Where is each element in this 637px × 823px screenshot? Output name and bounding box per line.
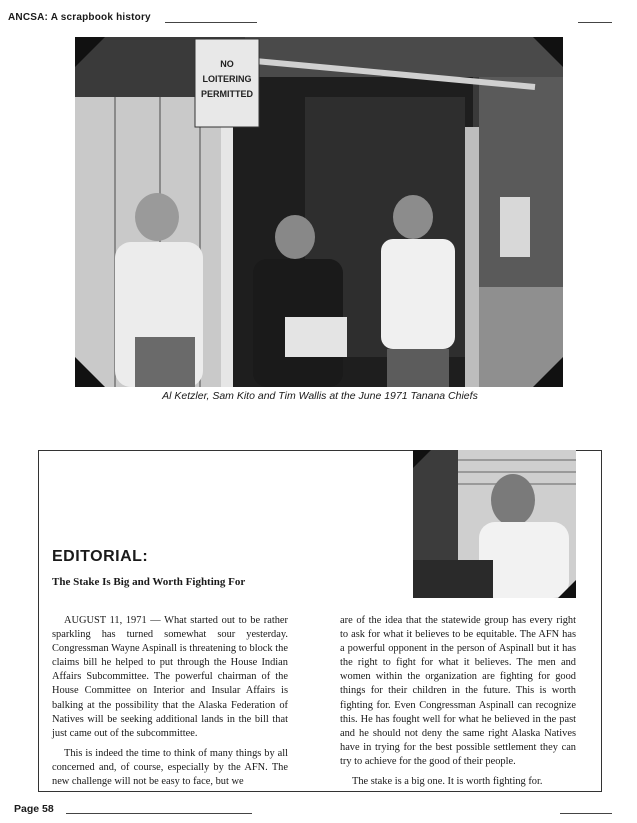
portrait-photo: [413, 450, 576, 598]
footer-rule-right: [560, 813, 612, 814]
editorial-column-left: [52, 614, 288, 789]
running-header: ANCSA: A scrapbook history: [8, 12, 151, 23]
paragraph: The stake is a big one. It is worth fighting for.: [352, 776, 543, 788]
sign-text: NO: [220, 59, 234, 69]
svg-text:PERMITTED: PERMITTED: [200, 89, 254, 99]
paragraph: AUGUST 11, 1971 — What started out to be rather sparkling has turned somewhat sour yesterday. Congressman Wayne Aspinall is threatening to block the claims bill he helped to put through the House Indian Affairs Subcommittee. The powerful chairman of the House Committee on Interior and Insular Affairs is balking at the possibility that the Alaska Federation of Natives will be seeking additional lands in the bill that just came out of the subcommittee.: [52, 615, 288, 739]
photo-caption: Al Ketzler, Sam Kito and Tim Wallis at the June 1971 Tanana Chiefs: [162, 390, 478, 402]
svg-text:LOITERING: LOITERING: [202, 74, 252, 84]
header-rule-right: [578, 22, 612, 23]
editorial-subheading: The Stake Is Big and Worth Fighting For: [52, 576, 246, 588]
header-rule: [165, 22, 257, 23]
page-number: Page 58: [14, 803, 54, 815]
top-photo: [75, 37, 563, 387]
editorial-heading: EDITORIAL:: [52, 548, 149, 565]
footer-rule: [66, 813, 252, 814]
editorial-column-right: [340, 614, 576, 789]
paragraph: are of the idea that the statewide group has every right to ask for what it believes to be equitable. The AFN has a powerful opponent in the person of Aspinall but it has the right to fight for what it believes. The men and women within the organization are fighting for good things for their children in the future. This is worth fighting for. Even Congressman Aspinall can recognize this. He has fought well for what he believed in the past and he should not deny the same right Alaska Natives have in trying for the best possible settlement they can try to achieve for the good of their people.: [340, 615, 576, 767]
paragraph: This is indeed the time to think of many things by all concerned and, of course, especially by the AFN. The new challenge will not be easy to face, but we: [52, 747, 288, 788]
